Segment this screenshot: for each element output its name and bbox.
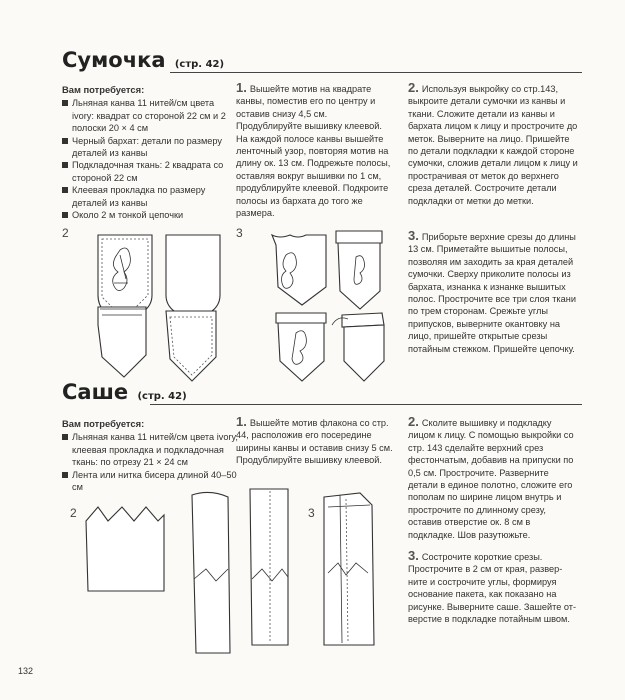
materials-heading: Вам потребуется: (62, 418, 145, 429)
step-3 (408, 230, 578, 355)
purse-piece-lined-2 (166, 311, 216, 381)
step-number: 1. (236, 414, 247, 429)
step-text: Вышейте мотив флакона со стр. 44, расположив его посередине ширины канвы и оставив снизу 5 см. Продублируйте вышивку клеевой. (236, 418, 393, 466)
step-text: Используя выкройку со стр.143, выкроите детали сумочки из канвы и ткани. Сложите детали из канвы и бархата лицом к лицу и прострочите до меток. Выверните на лицо. Пришейте по детали подкладки к каждой стороне сумочки, сложив детали лицом к лицу и прострачивая от меток до верхнего среза деталей. Сострочите детали подкладки от метки до метки. (408, 84, 578, 206)
materials-item: Льняная канва 11 нитей/см цвета ivory: квадрат со стороной 22 см и 2 полоски 20 × 4 см (62, 97, 238, 134)
step-1 (236, 416, 394, 467)
materials-heading: Вам потребуется: (62, 84, 145, 95)
step-number: 3. (408, 548, 419, 563)
figure-label: 2 (70, 506, 77, 520)
materials-block (62, 84, 238, 221)
step-number: 1. (236, 80, 247, 95)
materials-item: Подкладочная ткань: 2 квадрата со стороной 22 см (62, 159, 238, 184)
materials-item: Около 2 м тонкой цепочки (62, 209, 238, 221)
step-text: Вышейте мотив на квадрате канвы, поместив его по центру и оставив снизу 4,5 см. Продублируйте вышивку клеевой. На каждой полосе канвы вышейте ленточный узор, повторяя мотив на длину ок. 13 см. Подрежьте полосы, оставляя вокруг вышивки по 1 см, продублируйте клеевой. Подкроите полосы из бархата до того же размера. (236, 84, 391, 219)
title-rule (150, 404, 582, 405)
step-text: Сколите вышивку и подкладку лицом к лицу. С помощью выкройки со стр. 143 сделайте верхний срез фестончатым, добавив на припуски по 0,5 см. Прострочите. Разверните детали в единое полотно, сложите его пополам по ширине лицом внутрь и прострочите по длинному срезу, оставив отверстие ок. 8 см в подкладке. Шов разутюжьте. (408, 418, 574, 540)
materials-item: Черный бархат: детали по размеру деталей из канвы (62, 135, 238, 160)
sachet-illustrations (80, 485, 400, 665)
step-text: Сострочите короткие срезы. Прострочите в 2 см от края, разверните и сострочите углы, формируя основание пакета, как показано на рисунке. Выверните саше. Зашейте отверстие в подкладке потайным швом. (408, 552, 577, 625)
section-title-purse: Сумочка (стр. 42) (62, 48, 225, 72)
step-1 (236, 82, 394, 219)
figure-label: 3 (308, 506, 315, 520)
materials-item: Льняная канва 11 нитей/см цвета ivory, клеевая прокладка и подкладочная ткань: по отрезу 21 × 24 см (62, 431, 238, 468)
step-2 (408, 82, 578, 207)
purse-assembled-2 (336, 231, 382, 309)
title-rule (170, 72, 582, 73)
step-2 (408, 416, 578, 541)
page-reference: (стр. 42) (174, 59, 225, 70)
step-text: Приборьте верхние срезы до длины 13 см. Приметайте вышитые полосы, позволяя им заходить за края деталей сумочки. Сверху приколите полосы из бархата, изнанка к изнанке вышитых полос. Прострочите все три слоя ткани по трем сторонам. Срежьте углы припусков, выверните окантовку на лицо, пришейте открытые срезы потайным стежком. Пришейте цепочку. (408, 232, 576, 354)
step-number: 2. (408, 80, 419, 95)
sachet-finished (324, 493, 374, 645)
figure-label: 3 (236, 226, 243, 240)
purse-assembled-1 (272, 235, 326, 305)
page-reference: (стр. 42) (137, 391, 187, 402)
materials-item: Клеевая прокладка по размеру деталей из канвы (62, 184, 238, 209)
step-3 (408, 550, 578, 625)
section-title-sachet: Саше (стр. 42) (62, 380, 187, 404)
materials-block (62, 418, 238, 493)
sachet-flat-piece (86, 507, 164, 591)
materials-item: Лента или нитка бисера длиной 40–50 см (62, 469, 238, 494)
step-number: 2. (408, 414, 419, 429)
sachet-sewn-tube (250, 489, 288, 645)
page-number: 132 (18, 666, 34, 676)
sachet-opened-tube (192, 492, 230, 653)
purse-piece-lined (98, 307, 146, 377)
figure-label: 2 (62, 226, 69, 240)
step-number: 3. (408, 228, 419, 243)
purse-assembled-3 (276, 313, 326, 381)
purse-assembled-4 (332, 313, 384, 381)
purse-illustrations (80, 225, 400, 390)
